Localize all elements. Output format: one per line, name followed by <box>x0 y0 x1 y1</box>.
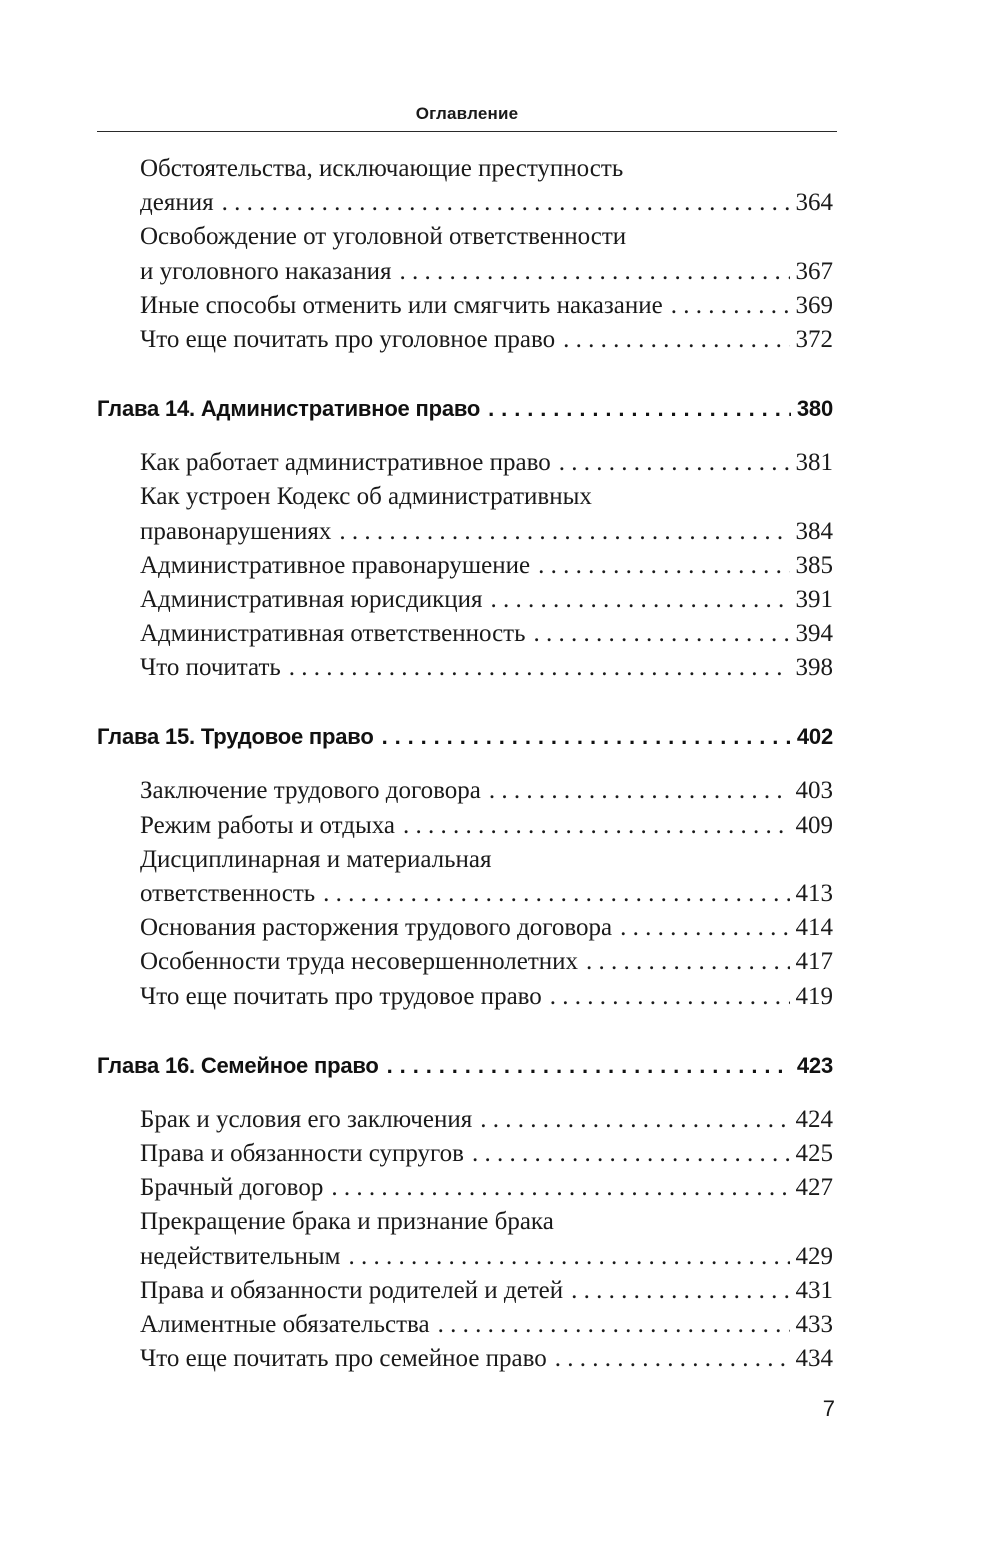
toc-entry-line <box>97 152 833 186</box>
toc-entry-page: 381 <box>795 449 833 477</box>
toc-entry <box>97 1308 833 1342</box>
toc-entry-title: Как устроен Кодекс об административных <box>140 483 592 511</box>
toc-entry-line <box>97 945 833 979</box>
toc-entry <box>97 549 833 583</box>
toc-entry-title-continued: ответственность <box>140 880 316 907</box>
chapter-title: Глава 16. Семейное право <box>97 1052 379 1078</box>
toc-entry <box>97 323 833 357</box>
toc-entry-page: 433 <box>795 1310 833 1338</box>
toc-entry <box>97 843 833 911</box>
toc-entry-page: 413 <box>795 880 833 907</box>
toc-entry <box>97 617 833 651</box>
toc-entry-title: Особенности труда несовершеннолетних <box>140 948 579 976</box>
toc-entry-line <box>97 877 833 911</box>
dot-leader <box>571 1274 789 1308</box>
toc-entry-title: Права и обязанности супругов <box>140 1139 464 1167</box>
dot-leader <box>550 980 790 1014</box>
toc-entry-title-continued: и уголовного наказания <box>140 257 392 285</box>
header-rule <box>97 131 837 132</box>
toc-entry <box>97 980 833 1014</box>
toc-entry-title: Алиментные обязательства <box>140 1310 430 1338</box>
toc-entry-page: 403 <box>795 777 833 805</box>
toc-entry <box>97 152 833 220</box>
toc-entry-title-continued: правонарушениях <box>140 517 332 545</box>
dot-leader <box>387 1049 791 1083</box>
dot-leader <box>563 323 789 357</box>
toc-entry-title: Административная юрисдикция <box>140 585 483 613</box>
toc-entry-title: Административная ответственность <box>140 620 526 648</box>
toc-entry-line <box>97 617 833 651</box>
toc-entry-line <box>97 1308 833 1342</box>
dot-leader <box>671 289 790 323</box>
dot-leader <box>438 1308 790 1342</box>
spacer <box>97 754 833 774</box>
dot-leader <box>534 617 790 651</box>
toc-entry-title: Брак и условия его заключения <box>140 1105 473 1133</box>
toc-entry <box>97 774 833 808</box>
dot-leader <box>488 392 791 426</box>
toc-entry-title: Обстоятельства, исключающие преступность <box>140 155 624 182</box>
toc-entry <box>97 289 833 323</box>
page-number: 7 <box>822 1396 835 1421</box>
toc-entry-title: Режим работы и отдыха <box>140 811 396 839</box>
toc-entry-page: 384 <box>795 517 833 545</box>
toc-entry-page: 385 <box>795 551 833 579</box>
toc-entry-title: Как работает административное право <box>140 449 551 477</box>
toc-entry-line <box>97 255 833 289</box>
toc-entry-line <box>97 774 833 808</box>
toc-entry-page: 424 <box>795 1105 833 1133</box>
toc-entry-title: Что еще почитать про семейное право <box>140 1345 547 1373</box>
chapter-title: Глава 14. Административное право <box>97 396 481 422</box>
toc-entry <box>97 651 833 685</box>
toc-entry-page: 409 <box>795 811 833 839</box>
toc-entry-line <box>97 1171 833 1205</box>
dot-leader <box>331 1171 789 1205</box>
toc-entry <box>97 583 833 617</box>
toc-entry-title-continued: деяния <box>140 189 214 217</box>
toc-entry-line <box>97 1137 833 1171</box>
toc-entry-title: Прекращение брака и признание брака <box>140 1208 554 1236</box>
toc-entry <box>97 945 833 979</box>
toc-entry <box>97 446 833 480</box>
toc-entry-page: 431 <box>795 1276 833 1304</box>
toc-entry-line <box>97 446 833 480</box>
toc-entry-page: 434 <box>795 1345 833 1373</box>
chapter-page: 380 <box>796 396 833 422</box>
toc-entry <box>97 1171 833 1205</box>
toc-entry-title: Права и обязанности родителей и детей <box>140 1276 564 1304</box>
toc-entry-title: Брачный договор <box>140 1174 324 1202</box>
spacer <box>97 685 833 720</box>
toc-entry-line <box>97 911 833 945</box>
toc-entry-page: 398 <box>795 654 833 682</box>
chapter-heading <box>97 720 833 754</box>
dot-leader <box>538 549 789 583</box>
table-of-contents <box>97 152 833 1376</box>
toc-entry <box>97 1274 833 1308</box>
toc-entry-page: 429 <box>795 1242 833 1270</box>
toc-entry-line <box>97 289 833 323</box>
toc-entry-page: 427 <box>795 1174 833 1202</box>
chapter-heading <box>97 1049 833 1083</box>
toc-entry-title: Иные способы отменить или смягчить наказание <box>140 291 663 319</box>
spacer <box>97 1014 833 1049</box>
toc-entry-page: 369 <box>795 291 833 319</box>
toc-entry-page: 372 <box>795 325 833 353</box>
dot-leader <box>403 809 789 843</box>
toc-entry-line <box>97 480 833 514</box>
toc-entry <box>97 1137 833 1171</box>
toc-entry-page: 364 <box>795 189 833 217</box>
toc-entry-page: 419 <box>795 982 833 1010</box>
dot-leader <box>620 911 789 945</box>
chapter-page: 402 <box>796 724 833 750</box>
toc-entry-title-continued: недействительным <box>140 1242 341 1270</box>
chapter-heading <box>97 392 833 426</box>
toc-entry-line <box>97 583 833 617</box>
toc-entry-line <box>97 1205 833 1239</box>
dot-leader <box>289 651 790 685</box>
toc-entry <box>97 809 833 843</box>
toc-entry-line <box>97 651 833 685</box>
toc-entry-line <box>97 220 833 254</box>
toc-entry-line <box>97 980 833 1014</box>
dot-leader <box>480 1103 789 1137</box>
toc-entry-title: Что еще почитать про уголовное право <box>140 325 556 353</box>
toc-entry <box>97 1103 833 1137</box>
toc-entry <box>97 220 833 288</box>
spacer <box>97 357 833 392</box>
toc-entry <box>97 480 833 548</box>
running-header: Оглавление <box>415 104 519 123</box>
chapter-page: 423 <box>796 1052 833 1078</box>
dot-leader <box>472 1137 790 1171</box>
toc-entry-line <box>97 1342 833 1376</box>
toc-entry-title: Заключение трудового договора <box>140 777 481 805</box>
dot-leader <box>222 186 790 220</box>
dot-leader <box>559 446 790 480</box>
dot-leader <box>339 515 789 549</box>
toc-entry-line <box>97 843 833 877</box>
dot-leader <box>489 774 790 808</box>
toc-entry-line <box>97 1240 833 1274</box>
dot-leader <box>323 877 789 911</box>
chapter-title: Глава 15. Трудовое право <box>97 724 374 750</box>
toc-entry-title: Что еще почитать про трудовое право <box>140 982 542 1010</box>
toc-entry-title: Административное правонарушение <box>140 551 531 579</box>
toc-entry-line <box>97 186 833 220</box>
toc-entry-line <box>97 1274 833 1308</box>
toc-entry-page: 425 <box>795 1139 833 1167</box>
dot-leader <box>555 1342 790 1376</box>
toc-entry-page: 414 <box>795 914 833 942</box>
toc-entry-line <box>97 515 833 549</box>
toc-entry-line <box>97 1103 833 1137</box>
toc-entry-page: 391 <box>795 585 833 613</box>
toc-entry <box>97 911 833 945</box>
dot-leader <box>400 255 790 289</box>
toc-entry-line <box>97 549 833 583</box>
toc-entry-page: 394 <box>795 620 833 648</box>
toc-entry-line <box>97 809 833 843</box>
dot-leader <box>382 720 791 754</box>
toc-entry-title: Освобождение от уголовной ответственности <box>140 223 627 251</box>
toc-entry <box>97 1342 833 1376</box>
dot-leader <box>491 583 790 617</box>
spacer <box>97 426 833 446</box>
toc-entry-title: Дисциплинарная и материальная <box>140 845 492 873</box>
toc-entry <box>97 1205 833 1273</box>
toc-entry-title: Что почитать <box>140 654 281 682</box>
toc-entry-title: Основания расторжения трудового договора <box>140 914 613 942</box>
toc-entry-page: 417 <box>795 948 833 976</box>
toc-entry-line <box>97 323 833 357</box>
spacer <box>97 1083 833 1103</box>
toc-entry-page: 367 <box>795 257 833 285</box>
dot-leader <box>348 1240 789 1274</box>
dot-leader <box>586 945 789 979</box>
